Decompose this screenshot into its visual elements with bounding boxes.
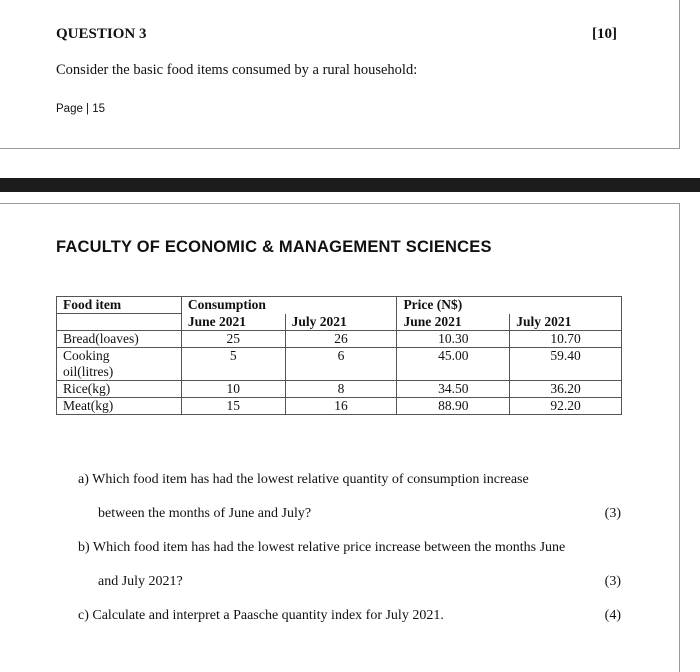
cell-price-july: 92.20 <box>510 397 622 414</box>
header-consumption: Consumption <box>181 297 397 314</box>
table-row <box>57 380 622 397</box>
part-b-line1: b) Which food item has had the lowest relative price increase between the months June <box>78 540 566 555</box>
header-price: Price (N$) <box>397 297 622 314</box>
cell-cons-july: 6 <box>285 347 397 380</box>
page-divider <box>0 178 700 192</box>
cell-price-june: 45.00 <box>397 347 510 380</box>
cell-price-july: 10.70 <box>510 330 622 347</box>
food-table <box>56 296 622 415</box>
current-page <box>0 203 680 672</box>
table-row <box>57 347 622 380</box>
cell-cons-july: 16 <box>285 397 397 414</box>
part-a-line2: between the months of June and July? <box>98 506 312 521</box>
question-marks: [10] <box>592 26 617 42</box>
subheader-cons-july: July 2021 <box>285 314 397 331</box>
cell-item <box>57 347 182 380</box>
cell-price-june: 34.50 <box>397 380 510 397</box>
page-number: Page | 15 <box>56 103 106 115</box>
cell-item: Meat(kg) <box>57 397 182 414</box>
subheader-price-june: June 2021 <box>397 314 510 331</box>
question-intro: Consider the basic food items consumed by a rural household: <box>56 62 418 78</box>
cell-cons-july: 26 <box>285 330 397 347</box>
table-subheader-row <box>57 314 622 331</box>
cell-cons-june: 5 <box>181 347 285 380</box>
faculty-heading: FACULTY OF ECONOMIC & MANAGEMENT SCIENCES <box>56 238 492 256</box>
part-a-line1: a) Which food item has had the lowest relative quantity of consumption increase <box>78 472 529 487</box>
cell-item-line1: Cooking <box>63 347 110 363</box>
cell-cons-june: 15 <box>181 397 285 414</box>
cell-price-june: 88.90 <box>397 397 510 414</box>
cell-cons-july: 8 <box>285 380 397 397</box>
subheader-price-july: July 2021 <box>510 314 622 331</box>
part-c-marks: (4) <box>604 608 621 623</box>
question-title: QUESTION 3 <box>56 26 147 42</box>
subheader-cons-june: June 2021 <box>181 314 285 331</box>
cell-cons-june: 10 <box>181 380 285 397</box>
cell-price-july: 36.20 <box>510 380 622 397</box>
cell-price-june: 10.30 <box>397 330 510 347</box>
table-header-row <box>57 297 622 314</box>
cell-item: Rice(kg) <box>57 380 182 397</box>
part-c-line1: c) Calculate and interpret a Paasche quantity index for July 2021. <box>78 608 444 623</box>
cell-cons-june: 25 <box>181 330 285 347</box>
part-a-marks: (3) <box>604 506 621 521</box>
part-b-line2: and July 2021? <box>98 574 183 589</box>
cell-price-july: 59.40 <box>510 347 622 380</box>
header-food-item: Food item <box>57 297 182 314</box>
table-row <box>57 397 622 414</box>
cell-item-line2: oil(litres) <box>63 363 114 379</box>
subheader-blank <box>57 314 182 331</box>
part-b-marks: (3) <box>604 574 621 589</box>
table-row <box>57 330 622 347</box>
cell-item: Bread(loaves) <box>57 330 182 347</box>
